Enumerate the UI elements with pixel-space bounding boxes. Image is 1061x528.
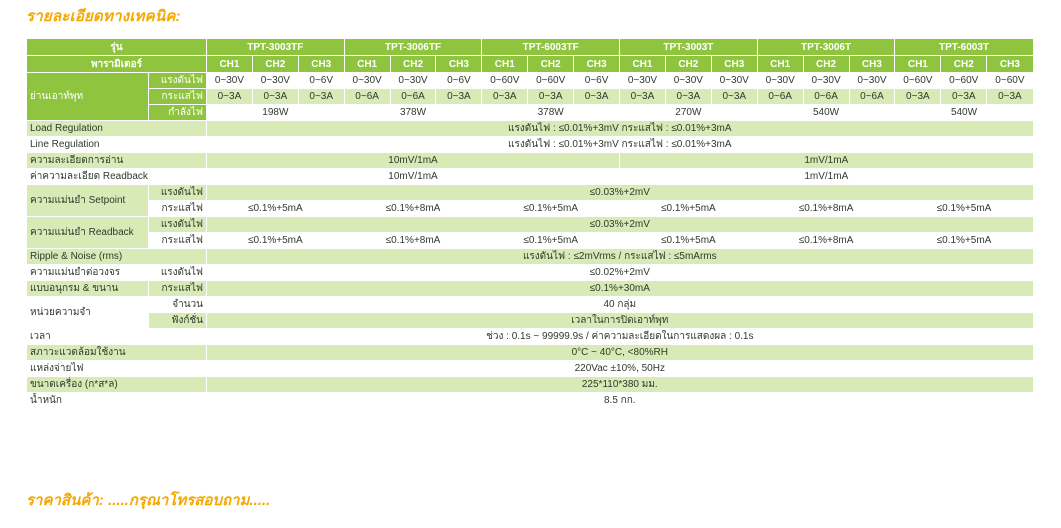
current-label: กระแสไฟ bbox=[149, 201, 207, 217]
voltage-label: แรงดันไฟ bbox=[149, 185, 207, 201]
power-value: 540W bbox=[757, 105, 895, 121]
readback-resolution-tf: 10mV/1mA bbox=[207, 169, 620, 185]
current-accuracy: ≤0.1%+5mA bbox=[620, 233, 758, 249]
resolution-tf: 10mV/1mA bbox=[207, 153, 620, 169]
voltage-range: 0~30V bbox=[344, 73, 390, 89]
channel-label: CH3 bbox=[436, 56, 482, 73]
spec-row bbox=[27, 56, 1033, 73]
voltage-range: 0~30V bbox=[390, 73, 436, 89]
load-regulation-value: แรงดันไฟ : ≤0.01%+3mV กระแสไฟ : ≤0.01%+3mA bbox=[207, 121, 1033, 137]
current-range: 0~3A bbox=[482, 89, 528, 105]
current-range: 0~3A bbox=[941, 89, 987, 105]
spec-row bbox=[27, 169, 1033, 185]
voltage-range: 0~30V bbox=[620, 73, 666, 89]
environment-label: สภาวะแวดล้อมใช้งาน bbox=[27, 345, 207, 361]
current-range: 0~3A bbox=[620, 89, 666, 105]
channel-label: CH1 bbox=[482, 56, 528, 73]
ripple-noise-value: แรงดันไฟ : ≤2mVrms / กระแสไฟ : ≤5mArms bbox=[207, 249, 1033, 265]
current-range: 0~6A bbox=[390, 89, 436, 105]
spec-row bbox=[27, 233, 1033, 249]
voltage-range: 0~60V bbox=[987, 73, 1033, 89]
spec-row bbox=[27, 393, 1033, 409]
spec-row bbox=[27, 185, 1033, 201]
current-accuracy: ≤0.1%+5mA bbox=[620, 201, 758, 217]
weight-label: น้ำหนัก bbox=[27, 393, 207, 409]
section-heading: รายละเอียดทางเทคนิค: bbox=[26, 8, 181, 25]
power-value: 378W bbox=[482, 105, 620, 121]
line-regulation-label: Line Regulation bbox=[27, 137, 207, 153]
dimensions-value: 225*110*380 มม. bbox=[207, 377, 1033, 393]
current-range: 0~6A bbox=[344, 89, 390, 105]
channel-label: CH3 bbox=[849, 56, 895, 73]
output-range-label: ย่านเอาท์พุท bbox=[27, 73, 149, 121]
memory-count-label: จำนวน bbox=[149, 297, 207, 313]
spec-row bbox=[27, 89, 1033, 105]
current-range: 0~3A bbox=[574, 89, 620, 105]
channel-label: CH2 bbox=[528, 56, 574, 73]
spec-row bbox=[27, 39, 1033, 56]
channel-label: CH3 bbox=[987, 56, 1033, 73]
spec-row bbox=[27, 201, 1033, 217]
tracking-label: ความแม่นยำต่อวงจร bbox=[27, 265, 149, 281]
current-accuracy: ≤0.1%+5mA bbox=[895, 201, 1033, 217]
voltage-label: แรงดันไฟ bbox=[149, 217, 207, 233]
load-regulation-label: Load Regulation bbox=[27, 121, 207, 137]
spec-row bbox=[27, 153, 1033, 169]
current-accuracy: ≤0.1%+5mA bbox=[482, 201, 620, 217]
model-name: TPT-3006TF bbox=[344, 39, 482, 56]
power-value: 270W bbox=[620, 105, 758, 121]
voltage-range: 0~60V bbox=[528, 73, 574, 89]
timer-label: เวลา bbox=[27, 329, 207, 345]
memory-function: เวลาในการปิดเอาท์พุท bbox=[207, 313, 1033, 329]
channel-label: CH2 bbox=[941, 56, 987, 73]
voltage-range: 0~6V bbox=[436, 73, 482, 89]
voltage-range: 0~30V bbox=[711, 73, 757, 89]
readback-resolution-label: ค่าความละเอียด Readback bbox=[27, 169, 207, 185]
spec-row bbox=[27, 345, 1033, 361]
voltage-range: 0~60V bbox=[941, 73, 987, 89]
model-name: TPT-3003TF bbox=[207, 39, 345, 56]
channel-label: CH2 bbox=[803, 56, 849, 73]
spec-table bbox=[26, 38, 1033, 408]
current-accuracy: ≤0.1%+8mA bbox=[344, 201, 482, 217]
spec-row bbox=[27, 105, 1033, 121]
spec-row bbox=[27, 137, 1033, 153]
current-range: 0~3A bbox=[436, 89, 482, 105]
spec-row bbox=[27, 329, 1033, 345]
memory-count: 40 กลุ่ม bbox=[207, 297, 1033, 313]
current-accuracy: ≤0.1%+5mA bbox=[895, 233, 1033, 249]
tracking-label-2: แบบอนุกรม & ขนาน bbox=[27, 281, 149, 297]
current-range: 0~6A bbox=[803, 89, 849, 105]
current-label: กระแสไฟ bbox=[149, 89, 207, 105]
channel-label: CH3 bbox=[298, 56, 344, 73]
current-accuracy: ≤0.1%+5mA bbox=[207, 233, 345, 249]
readback-accuracy-label: ความแม่นยำ Readback bbox=[27, 217, 149, 249]
param-label: พารามิเตอร์ bbox=[27, 56, 207, 73]
current-range: 0~6A bbox=[849, 89, 895, 105]
current-label: กระแสไฟ bbox=[149, 281, 207, 297]
environment-value: 0°C ~ 40°C, <80%RH bbox=[207, 345, 1033, 361]
spec-row bbox=[27, 249, 1033, 265]
memory-label: หน่วยความจำ bbox=[27, 297, 149, 329]
weight-value: 8.5 กก. bbox=[207, 393, 1033, 409]
dimensions-label: ขนาดเครื่อง (ก*ส*ล) bbox=[27, 377, 207, 393]
tracking-voltage: ≤0.02%+2mV bbox=[207, 265, 1033, 281]
channel-label: CH1 bbox=[620, 56, 666, 73]
voltage-accuracy: ≤0.03%+2mV bbox=[207, 217, 1033, 233]
power-supply-label: แหล่งจ่ายไฟ bbox=[27, 361, 207, 377]
resolution-label: ความละเอียดการอ่าน bbox=[27, 153, 207, 169]
current-range: 0~3A bbox=[207, 89, 253, 105]
power-value: 378W bbox=[344, 105, 482, 121]
voltage-range: 0~60V bbox=[895, 73, 941, 89]
spec-row bbox=[27, 361, 1033, 377]
resolution-t: 1mV/1mA bbox=[620, 153, 1033, 169]
timer-value: ช่วง : 0.1s ~ 99999.9s / ค่าความละเอียดในการแสดงผล : 0.1s bbox=[207, 329, 1033, 345]
voltage-accuracy: ≤0.03%+2mV bbox=[207, 185, 1033, 201]
current-range: 0~3A bbox=[895, 89, 941, 105]
current-label: กระแสไฟ bbox=[149, 233, 207, 249]
current-range: 0~3A bbox=[298, 89, 344, 105]
voltage-label: แรงดันไฟ bbox=[149, 73, 207, 89]
voltage-range: 0~30V bbox=[665, 73, 711, 89]
price-note: ราคาสินค้า: .....กรุณาโทรสอบถาม..... bbox=[26, 492, 271, 509]
voltage-range: 0~30V bbox=[252, 73, 298, 89]
power-value: 540W bbox=[895, 105, 1033, 121]
channel-label: CH3 bbox=[574, 56, 620, 73]
tracking-current: ≤0.1%+30mA bbox=[207, 281, 1033, 297]
spec-row bbox=[27, 121, 1033, 137]
current-range: 0~3A bbox=[665, 89, 711, 105]
voltage-range: 0~30V bbox=[757, 73, 803, 89]
voltage-range: 0~30V bbox=[803, 73, 849, 89]
current-range: 0~3A bbox=[252, 89, 298, 105]
channel-label: CH1 bbox=[757, 56, 803, 73]
voltage-label: แรงดันไฟ bbox=[149, 265, 207, 281]
line-regulation-value: แรงดันไฟ : ≤0.01%+3mV กระแสไฟ : ≤0.01%+3mA bbox=[207, 137, 1033, 153]
current-accuracy: ≤0.1%+8mA bbox=[344, 233, 482, 249]
current-accuracy: ≤0.1%+5mA bbox=[482, 233, 620, 249]
current-range: 0~3A bbox=[711, 89, 757, 105]
spec-row bbox=[27, 73, 1033, 89]
model-name: TPT-6003TF bbox=[482, 39, 620, 56]
channel-label: CH2 bbox=[665, 56, 711, 73]
current-range: 0~3A bbox=[987, 89, 1033, 105]
voltage-range: 0~30V bbox=[207, 73, 253, 89]
model-name: TPT-6003T bbox=[895, 39, 1033, 56]
power-value: 198W bbox=[207, 105, 345, 121]
spec-row bbox=[27, 217, 1033, 233]
setpoint-accuracy-label: ความแม่นยำ Setpoint bbox=[27, 185, 149, 217]
channel-label: CH2 bbox=[252, 56, 298, 73]
spec-row bbox=[27, 281, 1033, 297]
spec-row bbox=[27, 297, 1033, 313]
channel-label: CH1 bbox=[895, 56, 941, 73]
voltage-range: 0~30V bbox=[849, 73, 895, 89]
current-accuracy: ≤0.1%+5mA bbox=[207, 201, 345, 217]
channel-label: CH3 bbox=[711, 56, 757, 73]
current-accuracy: ≤0.1%+8mA bbox=[757, 233, 895, 249]
memory-function-label: ฟังก์ชั่น bbox=[149, 313, 207, 329]
current-accuracy: ≤0.1%+8mA bbox=[757, 201, 895, 217]
model-label: รุ่น bbox=[27, 39, 207, 56]
spec-row bbox=[27, 377, 1033, 393]
model-name: TPT-3003T bbox=[620, 39, 758, 56]
spec-row bbox=[27, 265, 1033, 281]
channel-label: CH1 bbox=[344, 56, 390, 73]
power-label: กำลังไฟ bbox=[149, 105, 207, 121]
spec-row bbox=[27, 313, 1033, 329]
model-name: TPT-3006T bbox=[757, 39, 895, 56]
voltage-range: 0~60V bbox=[482, 73, 528, 89]
current-range: 0~3A bbox=[528, 89, 574, 105]
readback-resolution-t: 1mV/1mA bbox=[620, 169, 1033, 185]
channel-label: CH2 bbox=[390, 56, 436, 73]
channel-label: CH1 bbox=[207, 56, 253, 73]
ripple-noise-label: Ripple & Noise (rms) bbox=[27, 249, 207, 265]
current-range: 0~6A bbox=[757, 89, 803, 105]
voltage-range: 0~6V bbox=[298, 73, 344, 89]
power-supply-value: 220Vac ±10%, 50Hz bbox=[207, 361, 1033, 377]
voltage-range: 0~6V bbox=[574, 73, 620, 89]
